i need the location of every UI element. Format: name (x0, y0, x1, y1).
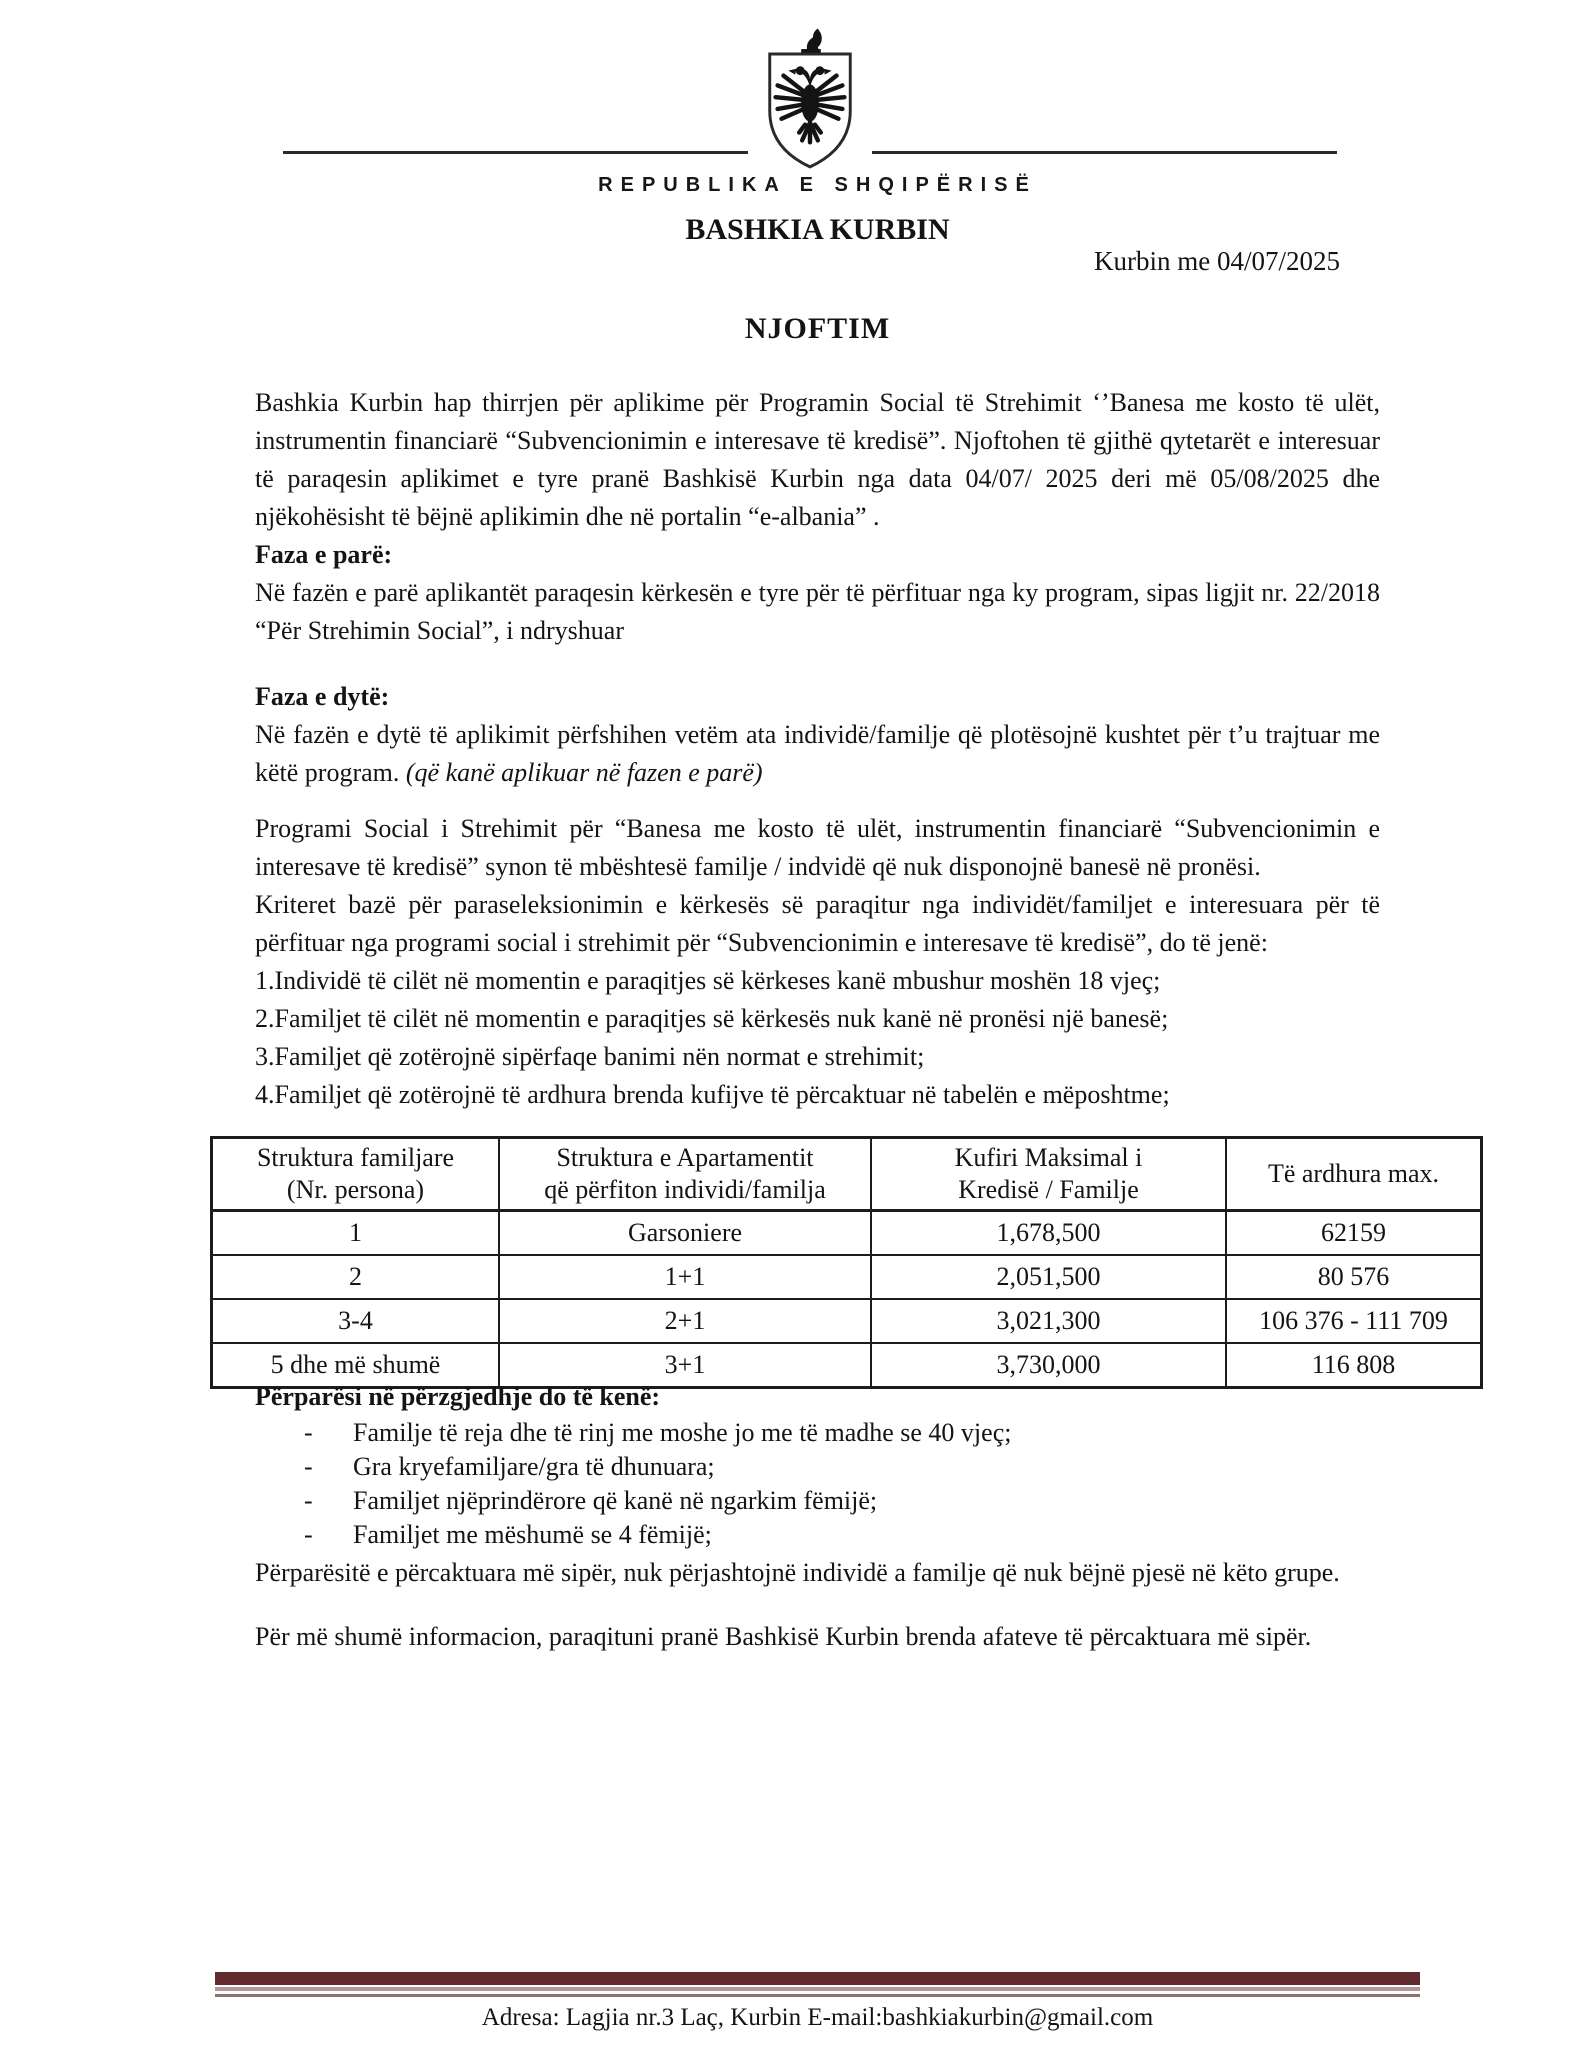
priority-item-text: Familjet me mëshumë se 4 fëmijë; (353, 1520, 712, 1549)
more-info-paragraph: Për më shumë informacion, paraqituni pranë Bashkisë Kurbin brenda afateve të përcaktuara më sipër. (255, 1622, 1312, 1651)
table-cell: 1+1 (499, 1255, 871, 1299)
footer-rule (215, 1972, 1420, 1997)
table-cell: 2+1 (499, 1299, 871, 1343)
priority-item (255, 1450, 1380, 1484)
dash-marker: - (304, 1486, 313, 1515)
criteria-item: 3.Familjet që zotërojnë sipërfaqe banimi nën normat e strehimit; (255, 1042, 925, 1071)
table-header-cell: Kufiri Maksimal i Kredisë / Familje (871, 1138, 1226, 1211)
table-cell: 2,051,500 (871, 1255, 1226, 1299)
phase-two-text: Në fazën e dytë të aplikimit përfshihen vetëm ata individë/familje që plotësojnë kushtet për t’u trajtuar me këtë program. (255, 720, 1380, 787)
program-paragraph: Programi Social i Strehimit për “Banesa me kosto të ulët, instrumentin financiarë “Subvencionimin e interesave të kredisë” synon të mbështesë familje / indvidë që nuk disponojnë banesë në pronësi. (255, 814, 1380, 881)
dash-marker: - (304, 1418, 313, 1447)
table-cell: 5 dhe më shumë (212, 1343, 500, 1388)
coat-of-arms (748, 26, 872, 196)
footer-address: Adresa: Lagjia nr.3 Laç, Kurbin E-mail:bashkiakurbin@gmail.com (481, 2004, 1154, 2031)
priority-item-text: Gra kryefamiljare/gra të dhunuara; (353, 1452, 715, 1481)
table-header-cell: Struktura e Apartamentit që përfiton individi/familja (499, 1138, 871, 1211)
footer-rule-mid (215, 1987, 1420, 1991)
phase-two-note-italic: (që kanë aplikuar në fazen e parë) (405, 758, 763, 787)
table-cell: 3-4 (212, 1299, 500, 1343)
republic-title: REPUBLIKA E SHQIPËRISË (598, 174, 1037, 196)
income-table (210, 1136, 1483, 1389)
table-cell: 2 (212, 1255, 500, 1299)
dash-marker: - (304, 1520, 313, 1549)
priority-item-text: Familjet njëprindërore që kanë në ngarkim fëmijë; (353, 1486, 878, 1515)
notice-title: NJOFTIM (744, 312, 891, 345)
table-cell: 106 376 - 111 709 (1226, 1299, 1482, 1343)
criteria-item: 1.Individë të cilët në momentin e paraqitjes së kërkeses kanë mbushur moshën 18 vjeç; (255, 966, 1161, 995)
table-header-row (212, 1138, 1482, 1211)
phase-two-heading: Faza e dytë: (255, 682, 390, 711)
priority-item (255, 1416, 1380, 1450)
dateline: Kurbin me 04/07/2025 (1094, 246, 1340, 276)
document-body (255, 384, 1380, 1114)
priority-item (255, 1484, 1380, 1518)
phase-one-paragraph: Në fazën e parë aplikantët paraqesin kërkesën e tyre për të përfituar nga ky program, sipas ligjit nr. 22/2018 “Për Strehimin Social”, i ndryshuar (255, 578, 1380, 645)
criteria-item: 4.Familjet që zotërojnë të ardhura brenda kufijve të përcaktuar në tabelën e mëposhtme; (255, 1080, 1170, 1109)
priority-item (255, 1518, 1380, 1552)
criteria-paragraph: Kriteret bazë për paraseleksionimin e kërkesës së paraqitur nga individët/familjet e interesuara për të përfituar nga programi social i strehimit për “Subvencionimin e interesave të kredisë”, do të jenë: (255, 890, 1380, 957)
table-cell: 3,730,000 (871, 1343, 1226, 1388)
table-row (212, 1211, 1482, 1256)
table-row (212, 1255, 1482, 1299)
table-row (212, 1299, 1482, 1343)
intro-paragraph: Bashkia Kurbin hap thirrjen për aplikime për Programin Social të Strehimit ‘’Banesa me kosto të ulët, instrumentin financiarë “Subvencionimin e interesave të kredisë”. Njoftohen të gjithë qytetarët e interesuar të paraqesin aplikimet e tyre pranë Bashkisë Kurbin nga data 04/07/ 2025 deri më 05/08/2025 dhe njëkohësisht të bëjnë aplikimin dhe në portalin “e-albania” . (255, 388, 1380, 531)
table-cell: 80 576 (1226, 1255, 1482, 1299)
table-cell: 3,021,300 (871, 1299, 1226, 1343)
footer-rule-thin (215, 1994, 1420, 1997)
priority-item-text: Familje të reja dhe të rinj me moshe jo me të madhe se 40 vjeç; (353, 1418, 1012, 1447)
phase-two-paragraph (255, 716, 1380, 792)
phase-one-heading: Faza e parë: (255, 540, 393, 569)
municipality-title: BASHKIA KURBIN (685, 213, 950, 246)
table-header-cell: Të ardhura max. (1226, 1138, 1482, 1211)
dash-marker: - (304, 1452, 313, 1481)
table-cell: Garsoniere (499, 1211, 871, 1256)
table-cell: 62159 (1226, 1211, 1482, 1256)
footer-rule-thick (215, 1972, 1420, 1985)
table-cell: 1,678,500 (871, 1211, 1226, 1256)
priorities-section (255, 1378, 1380, 1656)
table-header-cell: Struktura familjare (Nr. persona) (212, 1138, 500, 1211)
priorities-heading: Përparësi në përzgjedhje do të kenë: (255, 1382, 661, 1411)
table-cell: 3+1 (499, 1343, 871, 1388)
table-cell: 1 (212, 1211, 500, 1256)
priorities-note: Përparësitë e përcaktuara më sipër, nuk përjashtojnë individë a familje që nuk bëjnë pjesë në këto grupe. (255, 1558, 1340, 1587)
table-cell: 116 808 (1226, 1343, 1482, 1388)
albanian-eagle-icon (756, 26, 864, 188)
criteria-item: 2.Familjet të cilët në momentin e paraqitjes së kërkesës nuk kanë në pronësi një banesë; (255, 1004, 1169, 1033)
